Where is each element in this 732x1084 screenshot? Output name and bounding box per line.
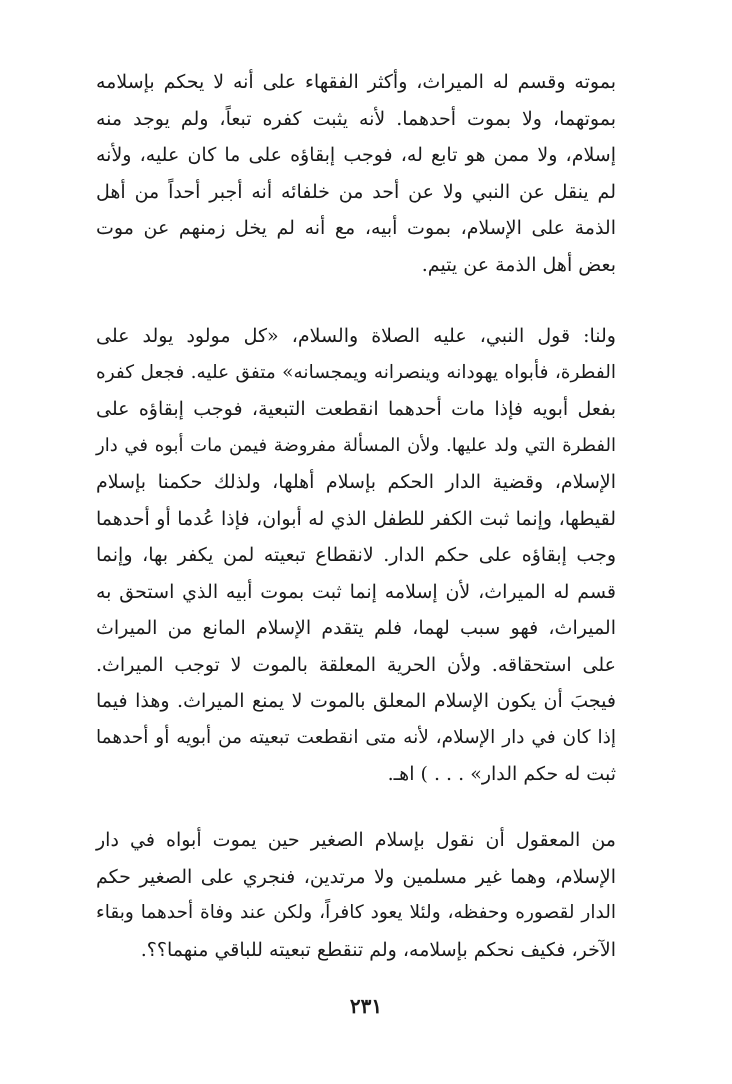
text-line: من المعقول أن نقول بإسلام الصغير حين يموت أبواه في دار — [96, 829, 616, 851]
text-line: الإسلام، وقضية الدار الحكم بإسلام أهلها، ولذلك حكمنا بإسلام — [96, 471, 616, 493]
text-line: الفطرة، فأبواه يهودانه وينصرانه ويمجسانه» متفق عليه. فجعل كفره — [96, 361, 616, 383]
text-line: الدار لقصوره وحفظه، ولئلا يعود كافراً، ولكن عند وفاة أحدهما وبقاء — [96, 902, 616, 923]
text-line: إذا كان في دار الإسلام، لأنه متى انقطعت تبعيته من أبويه أو أحدهما — [96, 726, 616, 748]
text-line: قسم له الميراث، لأن إسلامه إنما ثبت بموت أبيه الذي استحق به — [96, 580, 616, 603]
text-line: فيجبَ أن يكون الإسلام المعلق بالموت لا يمنع الميراث. وهذا فيما — [96, 690, 616, 712]
page-number: ٢٣١ — [349, 994, 383, 1018]
text-line: بعض أهل الذمة عن يتيم. — [421, 253, 616, 276]
text-line: ثبت له حكم الدار» . . . ) اهـ. — [387, 763, 616, 785]
text-line: الميراث، فهو سبب لهما، فلم يتقدم الإسلام المانع من الميراث — [96, 617, 616, 639]
text-line: الإسلام، وهما غير مسلمين ولا مرتدين، فنجري على الصغير حكم — [96, 865, 616, 888]
text-line: الذمة على الإسلام، بموت أبيه، مع أنه لم يخل زمنهم عن موت — [96, 217, 616, 239]
text-line: الفطرة التي ولد عليها. ولأن المسألة مفروضة فيمن مات أبوه في دار — [96, 434, 616, 456]
text-line: لقيطها، وإنما ثبت الكفر للطفل الذي له أبوان، فإذا عُدما أو أحدهما — [96, 507, 616, 530]
text-line: ولنا: قول النبي، عليه الصلاة والسلام، «كل مولود يولد على — [96, 325, 616, 347]
paragraph-1 — [96, 64, 616, 283]
text-line: إسلام، ولا ممن هو تابع له، فوجب إبقاؤه على ما كان عليه، ولأنه — [96, 144, 616, 166]
text-line: وجب إبقاؤه على حكم الدار. لانقطاع تبعيته لمن يكفر بها، وإنما — [96, 544, 616, 566]
paragraph-2 — [96, 318, 616, 793]
text-line: الآخر، فكيف نحكم بإسلامه، ولم تنقطع تبعيته للباقي منهما؟؟. — [140, 938, 616, 961]
text-line: بفعل أبويه فإذا مات أحدهما انقطعت التبعية، فوجب إبقاؤه على — [96, 398, 616, 420]
paragraph-3 — [96, 822, 616, 968]
text-line: على استحقاقه. ولأن الحرية المعلقة بالموت لا توجب الميراث. — [96, 653, 616, 676]
text-line: بموتهما، ولا بموت أحدهما. لأنه يثبت كفره تبعاً، ولم يوجد منه — [96, 107, 616, 130]
text-line: لم ينقل عن النبي ولا عن أحد من خلفائه أنه أجبر أحداً من أهل — [96, 180, 616, 203]
text-line: بموته وقسم له الميراث، وأكثر الفقهاء على أنه لا يحكم بإسلامه — [96, 71, 616, 93]
